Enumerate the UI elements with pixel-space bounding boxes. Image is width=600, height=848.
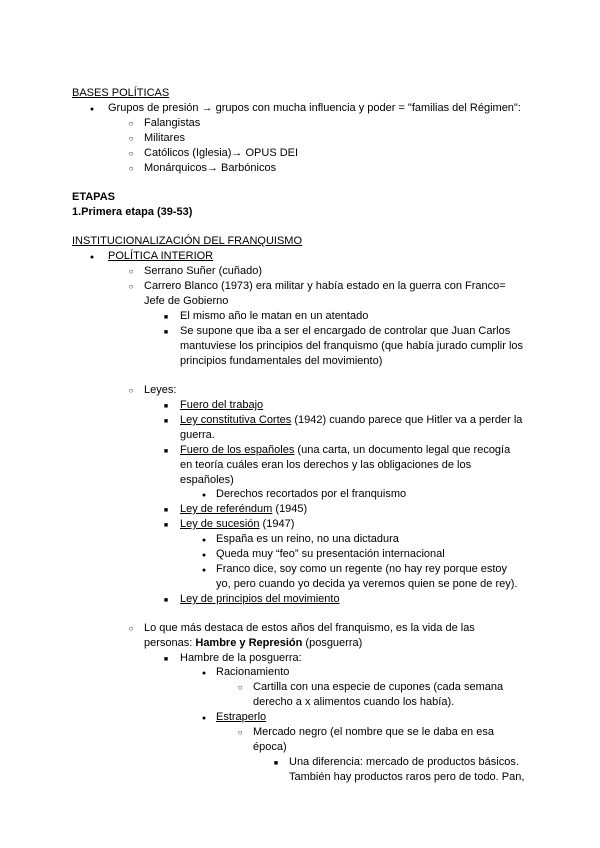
bullet-circle xyxy=(235,680,245,695)
bullet-circle xyxy=(126,383,136,398)
list-item: Una diferencia: mercado de productos básicos. xyxy=(289,756,519,768)
list-item: Leyes: xyxy=(144,384,177,396)
list-item-continuation: yo, pero cuando yo decida ya veremos quien se pone de rey). xyxy=(216,578,518,590)
section-heading-etapas: ETAPAS xyxy=(72,191,115,203)
bullet-circle xyxy=(235,725,245,740)
emphasis-hambre-represion: Hambre y Represión xyxy=(195,637,303,649)
bullet-circle xyxy=(126,146,136,161)
list-item: El mismo año le matan en un atentado xyxy=(180,310,369,322)
bullet-disc xyxy=(199,562,209,578)
law-sucesion-text: (1947) xyxy=(259,518,295,530)
bullet-square xyxy=(161,651,171,667)
list-item: Se supone que iba a ser el encargado de controlar que Juan Carlos xyxy=(180,325,511,337)
bullet-disc xyxy=(199,487,209,503)
list-item: Lo que más destaca de estos años del franquismo, es la vida de las xyxy=(144,622,475,634)
bullet-disc xyxy=(87,249,97,265)
law-sucesion: Ley de sucesión xyxy=(180,518,260,530)
list-item-continuation: También hay productos raros pero de todo. Pan, xyxy=(289,771,525,783)
list-item xyxy=(180,517,294,531)
list-item: Racionamiento xyxy=(216,666,290,678)
bullet-disc xyxy=(199,665,209,681)
law-referendum: Ley de referéndum xyxy=(180,503,273,515)
list-item: Derechos recortados por el franquismo xyxy=(216,488,407,500)
bullet-square xyxy=(161,592,171,608)
law-fuero-espanoles: Fuero de los españoles xyxy=(180,444,295,456)
list-item-continuation: Jefe de Gobierno xyxy=(144,295,229,307)
list-item-continuation: guerra. xyxy=(180,429,215,441)
list-item: Monárquicos→ Barbónicos xyxy=(144,162,277,174)
list-item: Queda muy “feo” su presentación internacional xyxy=(216,548,445,560)
list-item: España es un reino, no una dictadura xyxy=(216,533,399,545)
list-item: Católicos (Iglesia)→ OPUS DEI xyxy=(144,147,299,159)
bullet-square xyxy=(161,443,171,459)
list-item-continuation: época) xyxy=(253,741,287,753)
bullet-square xyxy=(161,517,171,533)
bullet-square xyxy=(161,309,171,325)
bullet-circle xyxy=(126,264,136,279)
law-referendum-text: (1945) xyxy=(272,503,308,515)
law-fuero-trabajo: Fuero del trabajo xyxy=(180,399,264,411)
bullet-circle xyxy=(126,161,136,176)
list-item-continuation xyxy=(144,636,362,650)
section-heading-institucionalizacion: INSTITUCIONALIZACIÓN DEL FRANQUISMO xyxy=(72,235,303,247)
list-item xyxy=(180,502,307,516)
bullet-disc xyxy=(199,710,209,726)
bullet-disc xyxy=(87,101,97,117)
stage-title: 1.Primera etapa (39-53) xyxy=(72,206,193,218)
bullet-square xyxy=(161,324,171,340)
bullet-circle xyxy=(126,279,136,294)
bullet-square xyxy=(161,398,171,414)
subheading-politica-interior: POLÍTICA INTERIOR xyxy=(108,250,214,262)
bullet-circle xyxy=(126,131,136,146)
list-item-continuation: derecho a x alimentos cuando los había). xyxy=(253,696,455,708)
text-suffix: (posguerra) xyxy=(302,637,363,649)
list-item-continuation: mantuviese los principios del franquismo (que había jurado cumplir los xyxy=(180,340,524,352)
bullet-disc xyxy=(199,532,209,548)
list-item: Falangistas xyxy=(144,117,201,129)
bullet-disc xyxy=(199,547,209,563)
section-heading-bases: BASES POLÍTICAS xyxy=(72,87,170,99)
list-item-continuation: principios fundamentales del movimiento) xyxy=(180,355,383,367)
text-prefix: personas: xyxy=(144,637,196,649)
list-item-continuation: en teoría cuáles eran los derechos y las obligaciones de los xyxy=(180,459,472,471)
bullet-square xyxy=(271,755,281,771)
list-item xyxy=(180,413,522,427)
law-fuero-espanoles-text: (una carta, un documento legal que recogía xyxy=(294,444,511,456)
list-item: Militares xyxy=(144,132,185,144)
list-item: Grupos de presión → grupos con mucha influencia y poder = "familias del Régimen": xyxy=(108,102,521,114)
subheading-estraperlo: Estraperlo xyxy=(216,711,267,723)
list-item: Hambre de la posguerra: xyxy=(180,652,302,664)
bullet-circle xyxy=(126,116,136,131)
bullet-square xyxy=(161,502,171,518)
list-item: Franco dice, soy como un regente (no hay rey porque estoy xyxy=(216,563,508,575)
bullet-square xyxy=(161,413,171,429)
list-item xyxy=(180,443,510,457)
list-item: Carrero Blanco (1973) era militar y había estado en la guerra con Franco= xyxy=(144,280,506,292)
list-item: Serrano Suñer (cuñado) xyxy=(144,265,263,277)
list-item: Mercado negro (el nombre que se le daba en esa xyxy=(253,726,494,738)
law-cortes: Ley constitutiva Cortes xyxy=(180,414,292,426)
list-item: Cartilla con una especie de cupones (cada semana xyxy=(253,681,504,693)
law-principios: Ley de principios del movimiento xyxy=(180,593,340,605)
list-item-continuation: españoles) xyxy=(180,474,234,486)
law-cortes-text: (1942) cuando parece que Hitler va a perder la xyxy=(291,414,523,426)
bullet-circle xyxy=(126,621,136,636)
